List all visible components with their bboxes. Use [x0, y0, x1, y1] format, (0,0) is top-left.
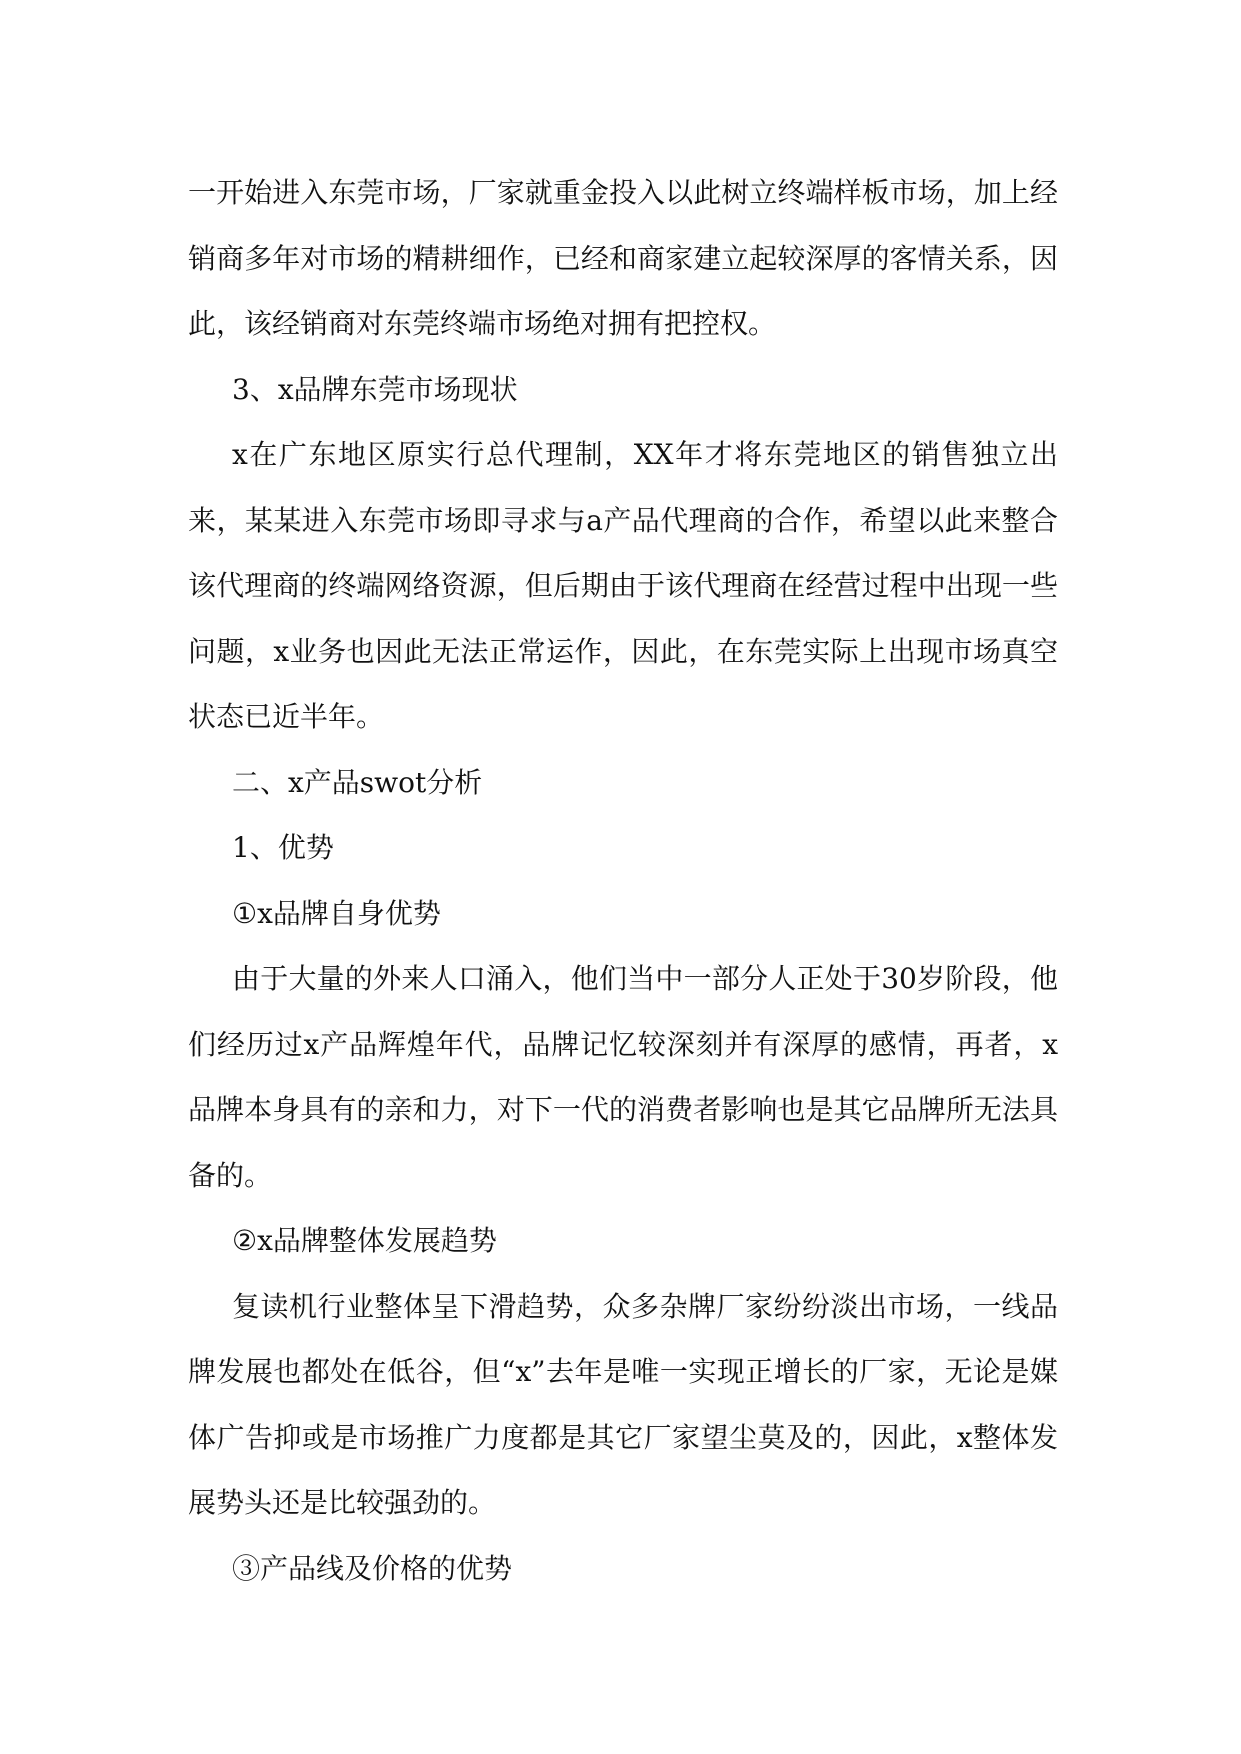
heading-brand-own-strength: ①x品牌自身优势: [232, 896, 441, 930]
heading-product-line-price: ③产品线及价格的优势: [232, 1551, 513, 1585]
paragraph-market-status: x在广东地区原实行总代理制，XX年才将东莞地区的销售独立出来，某某进入东莞市场即寻求与a产品代理商的合作，希望以此来整合该代理商的终端网络资源，但后期由于该代理商在经营过程中出现一些问题，x业务也因此无法正常运作，因此，在东莞实际上出现市场真空状态已近半年。: [188, 438, 1058, 733]
heading-brand-trend: ②x品牌整体发展趋势: [232, 1224, 497, 1257]
document-body: [188, 160, 1058, 1601]
paragraph-brand-own-strength: 由于大量的外来人口涌入，他们当中一部分人正处于30岁阶段，他们经历过x产品辉煌年代，品牌记忆较深刻并有深厚的感情，再者，x品牌本身具有的亲和力，对下一代的消费者影响也是其它品牌所无法具备的。: [188, 962, 1058, 1192]
paragraph-continuation: 一开始进入东莞市场，厂家就重金投入以此树立终端样板市场，加上经销商多年对市场的精耕细作，已经和商家建立起较深厚的客情关系，因此，该经销商对东莞终端市场绝对拥有把控权。: [188, 176, 1058, 340]
paragraph-brand-trend: 复读机行业整体呈下滑趋势，众多杂牌厂家纷纷淡出市场，一线品牌发展也都处在低谷，但“x”去年是唯一实现正增长的厂家，无论是媒体广告抑或是市场推广力度都是其它厂家望尘莫及的，因此，x整体发展势头还是比较强劲的。: [188, 1289, 1058, 1519]
heading-brand-market-status: 3、x品牌东莞市场现状: [232, 372, 518, 406]
heading-swot-analysis: 二、x产品swot分析: [232, 765, 483, 799]
heading-strengths: 1、优势: [232, 831, 334, 864]
